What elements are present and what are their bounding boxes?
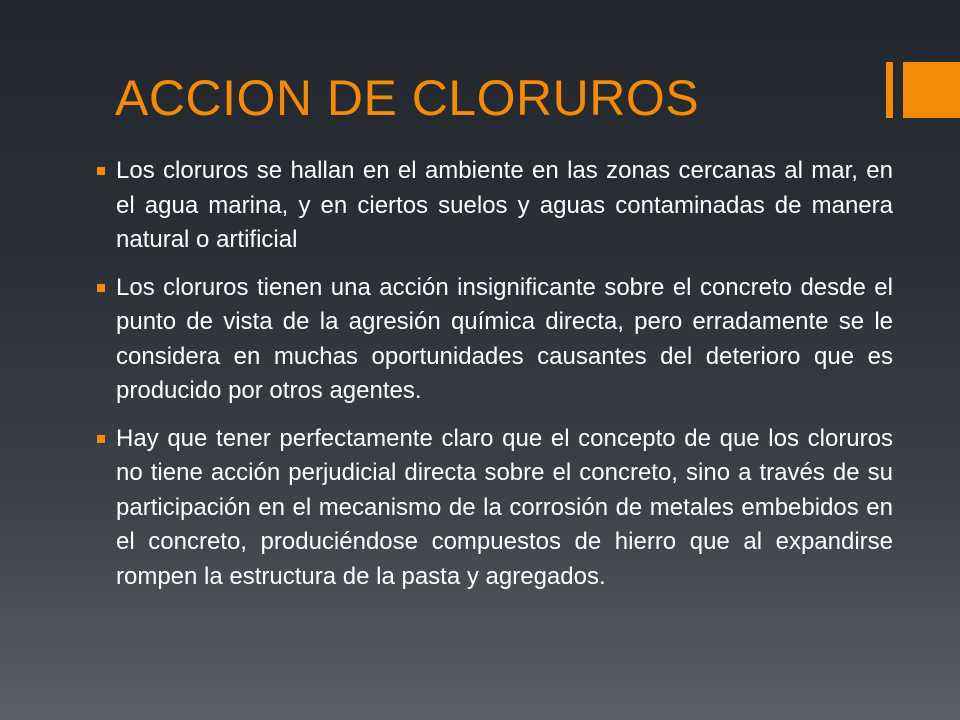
bullet-text: Los cloruros tienen una acción insignificante sobre el concreto desde el punto de vista de la agresión química directa, pero erradamente se le considera en muchas oportunidades causantes del deterioro que es producido por otros agentes. xyxy=(116,273,893,404)
square-bullet-icon xyxy=(97,435,105,443)
bullet-list xyxy=(93,154,893,607)
bullet-item xyxy=(93,422,893,595)
square-bullet-icon xyxy=(97,167,105,175)
bullet-text: Los cloruros se hallan en el ambiente en las zonas cercanas al mar, en el agua marina, y en ciertos suelos y aguas contaminadas de manera natural o artificial xyxy=(116,157,893,253)
bullet-item xyxy=(93,154,893,258)
square-bullet-icon xyxy=(97,284,105,292)
bullet-item xyxy=(93,271,893,409)
slide-title: ACCION DE CLORUROS xyxy=(115,70,700,126)
accent-block xyxy=(903,62,960,118)
accent-bar xyxy=(886,62,893,118)
bullet-text: Hay que tener perfectamente claro que el concepto de que los cloruros no tiene acción perjudicial directa sobre el concreto, sino a través de su participación en el mecanismo de la corrosión de metales embebidos en el concreto, produciéndose compuestos de hierro que al expandirse rompen la estructura de la pasta y agregados. xyxy=(116,424,893,590)
